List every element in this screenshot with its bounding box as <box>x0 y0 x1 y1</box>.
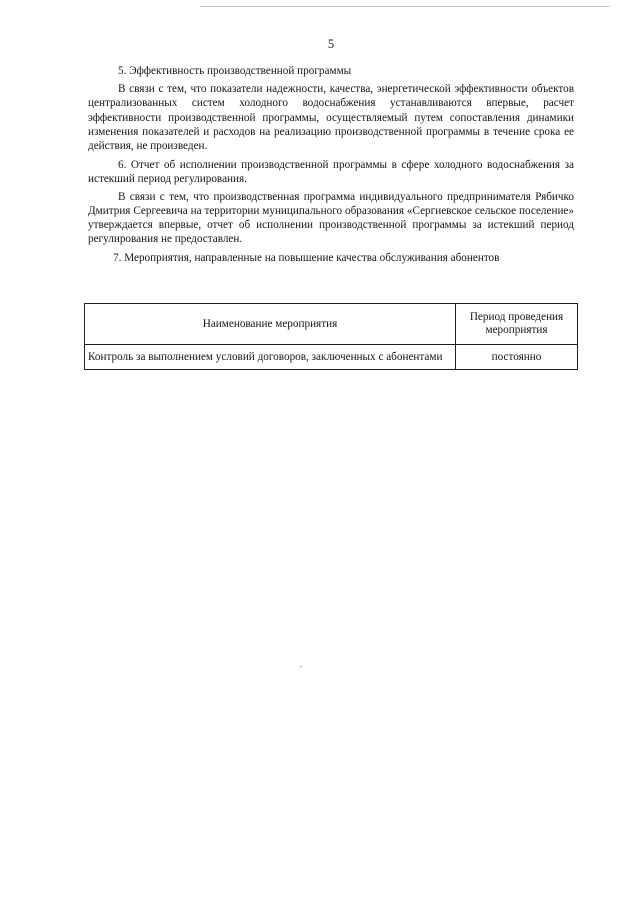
section-5-heading: 5. Эффективность производственной программы <box>118 65 352 77</box>
event-name-cell: Контроль за выполнением условий договоров, заключенных с абонентами <box>85 345 456 370</box>
event-period-cell: постоянно <box>456 345 578 370</box>
top-scan-rule <box>200 6 610 7</box>
column-header-name: Наименование мероприятия <box>85 304 456 345</box>
column-header-period: Период проведения мероприятия <box>456 304 578 345</box>
scan-speck <box>300 666 302 667</box>
section-6-paragraph: В связи с тем, что производственная программа индивидуального предпринимателя Рябичко Дмитрия Сергеевича на территории муниципального образования «Сергиевское сельское поселение» утверждается впервые, отчет об исполнении производственной программы за истекший период регулирования не предоставлен. <box>88 190 574 246</box>
section-6-heading: 6. Отчет об исполнении производственной программы в сфере холодного водоснабжения за истекший период регулирования. <box>88 159 574 186</box>
events-table <box>84 303 578 370</box>
section-5-paragraph: В связи с тем, что показатели надежности, качества, энергетической эффективности объектов централизованных систем холодного водоснабжения устанавливаются впервые, расчет эффективности производственной программы, осуществляемый путем сопоставления динамики изменения показателей и расходов на реализацию производственной программы в течение срока ее действия, не произведен. <box>88 83 574 153</box>
table-header-row <box>85 304 578 345</box>
section-7-heading: 7. Мероприятия, направленные на повышение качества обслуживания абонентов <box>113 252 500 265</box>
document-body <box>88 64 574 270</box>
page-number: 5 <box>327 37 335 51</box>
table-row <box>85 345 578 370</box>
